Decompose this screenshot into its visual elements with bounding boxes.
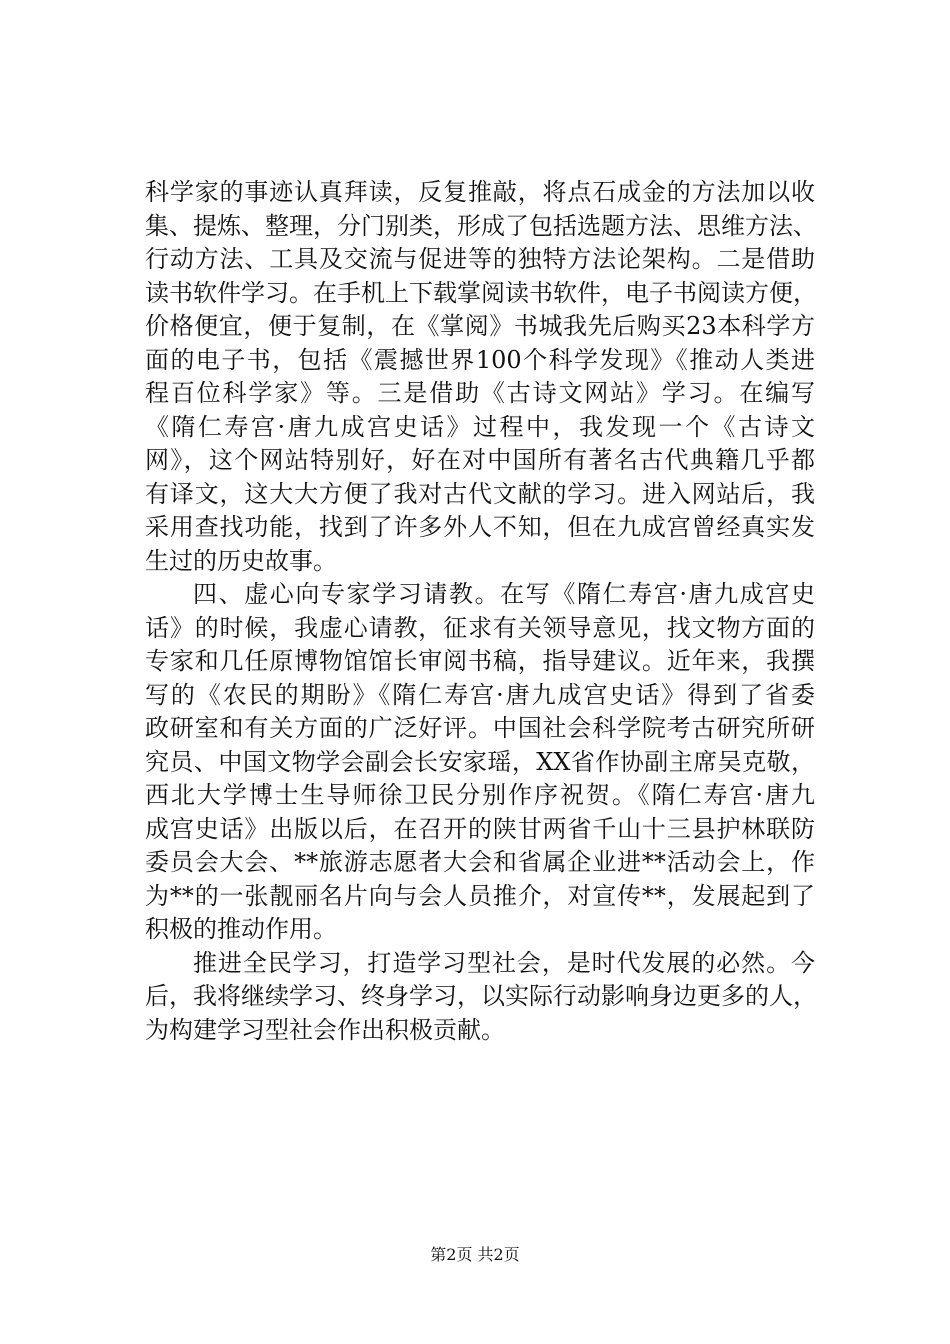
text-line: 程百位科学家》等。三是借助《古诗文网站》学习。在编写: [145, 379, 815, 407]
text-line: 究员、中国文物学会副会长安家瑶，XX省作协副主席吴克敬，: [145, 747, 815, 776]
text-line: 读书软件学习。在手机上下载掌阅读书软件，电子书阅读方便，: [145, 278, 817, 307]
paragraph-2: [145, 578, 815, 947]
text-line: 政研室和有关方面的广泛好评。中国社会科学院考古研究所研: [145, 714, 815, 742]
text-line: 生过的历史故事。: [145, 546, 337, 575]
text-line: 成宫史话》出版以后，在召开的陕甘两省千山十三县护林联防: [145, 814, 815, 843]
body-text: [145, 176, 815, 1047]
text-line: 采用查找功能，找到了许多外人不知，但在九成宫曾经真实发: [145, 513, 815, 541]
text-line: 行动方法、工具及交流与促进等的独特方法论架构。二是借助: [145, 245, 815, 273]
text-line: 网》，这个网站特别好，好在对中国所有著名古代典籍几乎都: [145, 446, 815, 474]
text-line: 委员会大会、**旅游志愿者大会和省属企业进**活动会上，作: [145, 848, 815, 876]
text-line: 积极的推动作用。: [145, 915, 337, 943]
text-line: 价格便宜，便于复制，在《掌阅》书城我先后购买23本科学方: [145, 312, 815, 340]
page-number-footer: 第2页 共2页: [430, 1245, 520, 1264]
text-line: 写的《农民的期盼》《隋仁寿宫·唐九成宫史话》得到了省委: [145, 680, 815, 709]
text-line: 西北大学博士生导师徐卫民分别作序祝贺。《隋仁寿宫·唐九: [145, 781, 815, 809]
text-line: 专家和几任原博物馆馆长审阅书稿，指导建议。近年来，我撰: [145, 647, 815, 675]
text-line: 为构建学习型社会作出积极贡献。: [145, 1015, 505, 1044]
text-line: 后，我将继续学习、终身学习，以实际行动影响身边更多的人，: [145, 982, 817, 1010]
text-line: 面的电子书，包括《震撼世界100个科学发现》《推动人类进: [145, 345, 815, 374]
text-line: 为**的一张靓丽名片向与会人员推介，对宣传**，发展起到了: [145, 881, 815, 910]
text-line: 科学家的事迹认真拜读，反复推敲，将点石成金的方法加以收: [145, 178, 815, 206]
paragraph-1: [145, 176, 815, 578]
text-line: 推进全民学习，打造学习型社会，是时代发展的必然。今: [193, 948, 815, 977]
text-line: 四、虚心向专家学习请教。在写《隋仁寿宫·唐九成宫史: [193, 580, 815, 608]
text-line: 有译文，这大大方便了我对古代文献的学习。进入网站后，我: [145, 479, 815, 508]
text-line: 话》的时候，我虚心请教，征求有关领导意见，找文物方面的: [145, 613, 815, 642]
paragraph-3: [145, 947, 815, 1048]
text-line: 集、提炼、整理，分门别类，形成了包括选题方法、思维方法、: [145, 211, 817, 240]
text-line: 《隋仁寿宫·唐九成宫史话》过程中，我发现一个《古诗文: [145, 412, 815, 441]
